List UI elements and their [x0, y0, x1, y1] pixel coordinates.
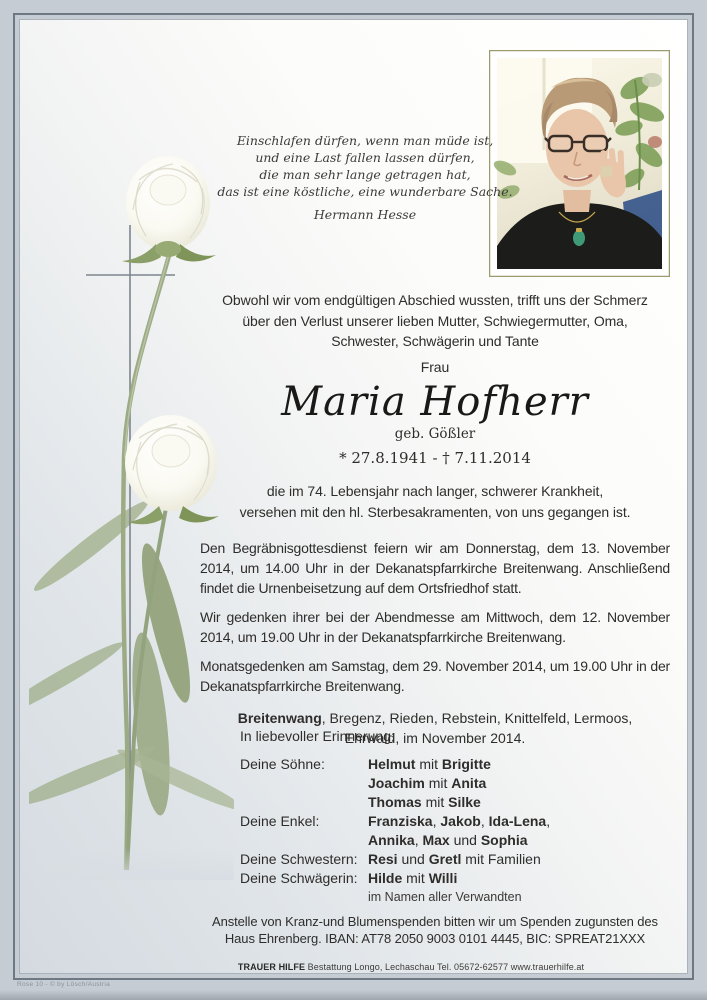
quote-line: Einschlafen dürfen, wenn man müde ist,	[236, 133, 494, 148]
places-others: , Bregenz, Rieden, Rebstein, Knittelfeld, Lermoos,	[321, 710, 633, 726]
passing-line: die im 74. Lebensjahr nach langer, schwerer Krankheit,	[266, 483, 604, 499]
remembrance-heading: In liebevoller Erinnerung:	[240, 728, 395, 744]
family-row-label: Deine Söhne:	[240, 756, 325, 772]
family-names-line: Hilde mit Willi	[368, 870, 458, 886]
opening-quote	[179, 132, 551, 223]
quote-author: Hermann Hesse	[313, 207, 417, 222]
passing-line: versehen mit den hl. Sterbesakramenten, von uns gegangen ist.	[239, 503, 631, 520]
family-rows	[240, 755, 640, 888]
donation-note	[200, 914, 670, 947]
birth-death-dates: * 27.8.1941 - † 7.11.2014	[339, 449, 531, 467]
remembrance-closing: im Namen aller Verwandten	[368, 890, 522, 904]
card-outer-frame	[13, 13, 694, 980]
evening-mass-paragraph: Wir gedenken ihrer bei der Abendmesse am Mittwoch, dem 12. November 2014, um 19.00 Uhr in der Dekanatspfarrkirche Breitenwang.	[200, 609, 670, 645]
remembrance-section	[240, 728, 640, 904]
family-row	[240, 850, 640, 869]
card-inner-area	[19, 19, 688, 974]
artwork-credit: Rose 10 - © by Lösch/Austria	[17, 981, 111, 988]
salutation: Frau	[420, 358, 450, 375]
funeral-home-details: Bestattung Longo, Lechaschau Tel. 05672-62577 www.trauerhilfe.at	[305, 962, 585, 972]
funeral-service-paragraph: Den Begräbnisgottesdienst feiern wir am Donnerstag, dem 13. November 2014, um 14.00 Uhr in der Dekanatspfarrkirche Breitenwang. Anschließend findet die Urnenbeisetzung auf dem Ortsfriedhof statt.	[200, 540, 670, 596]
deceased-name: Maria Hofherr	[281, 379, 589, 425]
family-names-line: Resi und Gretl mit Familien	[368, 851, 541, 867]
family-names-line: Franziska, Jakob, Ida-Lena,	[368, 813, 551, 829]
intro-line: Schwester, Schwägerin und Tante	[331, 333, 539, 349]
funeral-home-footer	[153, 962, 669, 972]
donation-line: Anstelle von Kranz-und Blumenspenden bitten wir um Spenden zugunsten des	[212, 914, 658, 929]
family-names-line: Helmut mit Brigitte	[368, 756, 491, 772]
family-names-line: Thomas mit Silke	[368, 794, 481, 810]
family-row-names	[368, 812, 640, 850]
donation-line: Haus Ehrenberg. IBAN: AT78 2050 9003 0101 4445, BIC: SPREAT21XXX	[224, 930, 646, 946]
quote-line: das ist eine köstliche, eine wunderbare Sache.	[217, 184, 513, 199]
family-row-names	[368, 755, 640, 812]
family-row-label: Deine Schwägerin:	[240, 870, 358, 886]
family-row	[240, 755, 640, 812]
funeral-home-brand: TRAUER HILFE	[237, 962, 306, 972]
quote-line: die man sehr lange getragen hat,	[259, 167, 471, 182]
family-row	[240, 869, 640, 888]
places-date: Ehrwald, im November 2014.	[344, 730, 526, 746]
family-row-names	[368, 850, 640, 869]
intro-line: Obwohl wir vom endgültigen Abschied wussten, trifft uns der Schmerz	[222, 292, 648, 308]
family-row-label: Deine Enkel:	[240, 813, 320, 829]
family-row	[240, 812, 640, 850]
quote-line: und eine Last fallen lassen dürfen,	[255, 150, 475, 165]
monthly-memorial-paragraph: Monatsgedenken am Samstag, dem 29. November 2014, um 19.00 Uhr in der Dekanatspfarrkirche Breitenwang.	[200, 658, 670, 694]
family-row-label: Deine Schwestern:	[240, 851, 358, 867]
maiden-name: geb. Gößler	[394, 426, 476, 442]
family-names-line: Annika, Max und Sophia	[368, 832, 528, 848]
announcement-body	[200, 290, 670, 748]
family-row-names	[368, 869, 640, 888]
family-names-line: Joachim mit Anita	[368, 775, 487, 791]
intro-line: über den Verlust unserer lieben Mutter, Schwiegermutter, Oma,	[242, 312, 628, 329]
places-primary: Breitenwang	[237, 710, 322, 726]
